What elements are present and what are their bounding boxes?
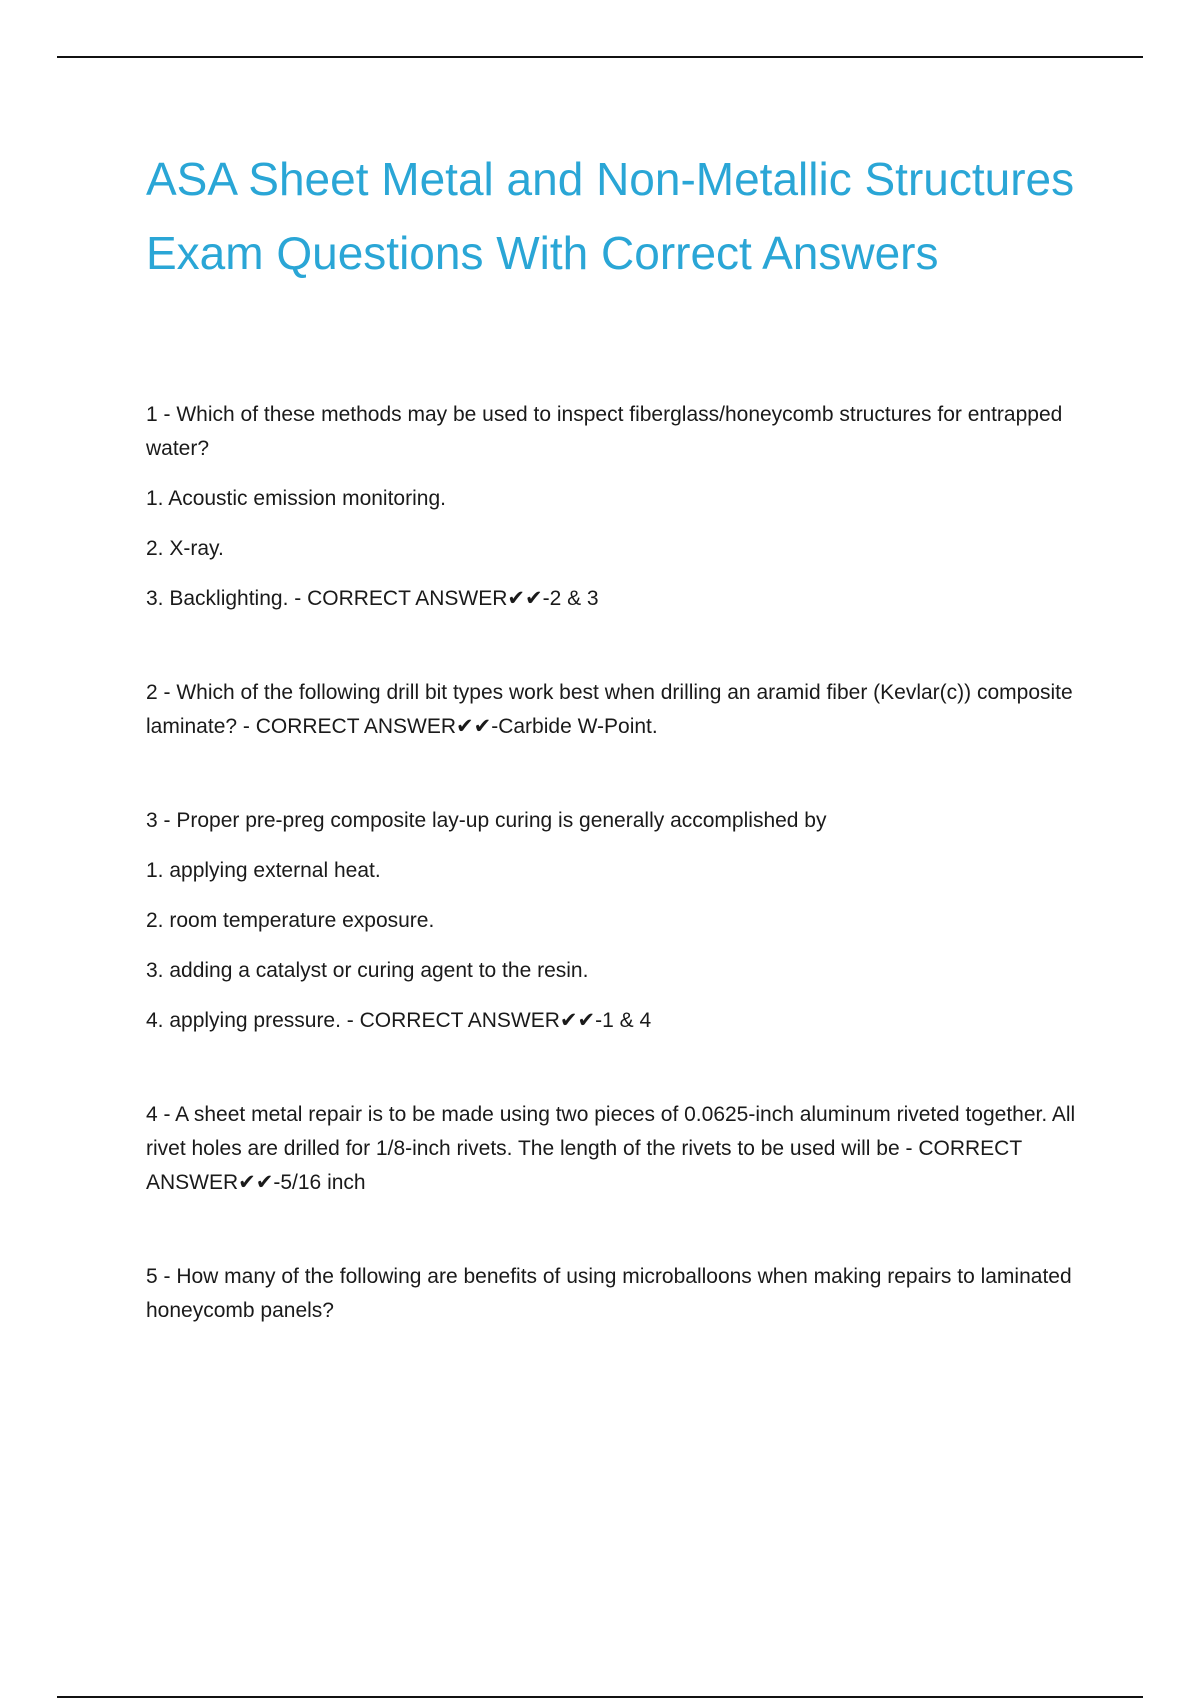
question-option: 4. applying pressure. - CORRECT ANSWER✔✔-1 & 4: [146, 1009, 652, 1032]
question-option: 2. room temperature exposure.: [146, 909, 435, 932]
question-text: 1 - Which of these methods may be used to inspect fiberglass/honeycomb structures for entrapped water?: [146, 403, 1063, 460]
question-text: 5 - How many of the following are benefits of using microballoons when making repairs to laminated honeycomb panels?: [146, 1265, 1072, 1322]
question-option: 2. X-ray.: [146, 537, 224, 560]
document-body: [146, 142, 1086, 1388]
bottom-rule: [57, 1696, 1143, 1698]
question-text: 2 - Which of the following drill bit types work best when drilling an aramid fiber (Kevlar(c)) composite laminate? - CORRECT ANSWER✔✔-Carbide W-Point.: [146, 681, 1073, 738]
question-1: [146, 398, 1086, 616]
question-2: [146, 676, 1086, 744]
question-text: 3 - Proper pre-preg composite lay-up curing is generally accomplished by: [146, 809, 827, 832]
question-4: [146, 1098, 1086, 1200]
question-text: 4 - A sheet metal repair is to be made using two pieces of 0.0625-inch aluminum riveted together. All rivet holes are drilled for 1/8-inch rivets. The length of the rivets to be used will be - CORRECT ANSWER✔✔-5/16 inch: [146, 1103, 1076, 1194]
top-rule: [57, 56, 1143, 58]
question-3: [146, 804, 1086, 1038]
question-option: 3. adding a catalyst or curing agent to the resin.: [146, 959, 589, 982]
question-list: [146, 398, 1086, 1328]
question-option: 1. applying external heat.: [146, 859, 381, 882]
question-option: 1. Acoustic emission monitoring.: [146, 487, 446, 510]
question-5: [146, 1260, 1086, 1328]
question-option: 3. Backlighting. - CORRECT ANSWER✔✔-2 & 3: [146, 587, 599, 610]
document-title: ASA Sheet Metal and Non-Metallic Structures Exam Questions With Correct Answers: [146, 153, 1075, 279]
